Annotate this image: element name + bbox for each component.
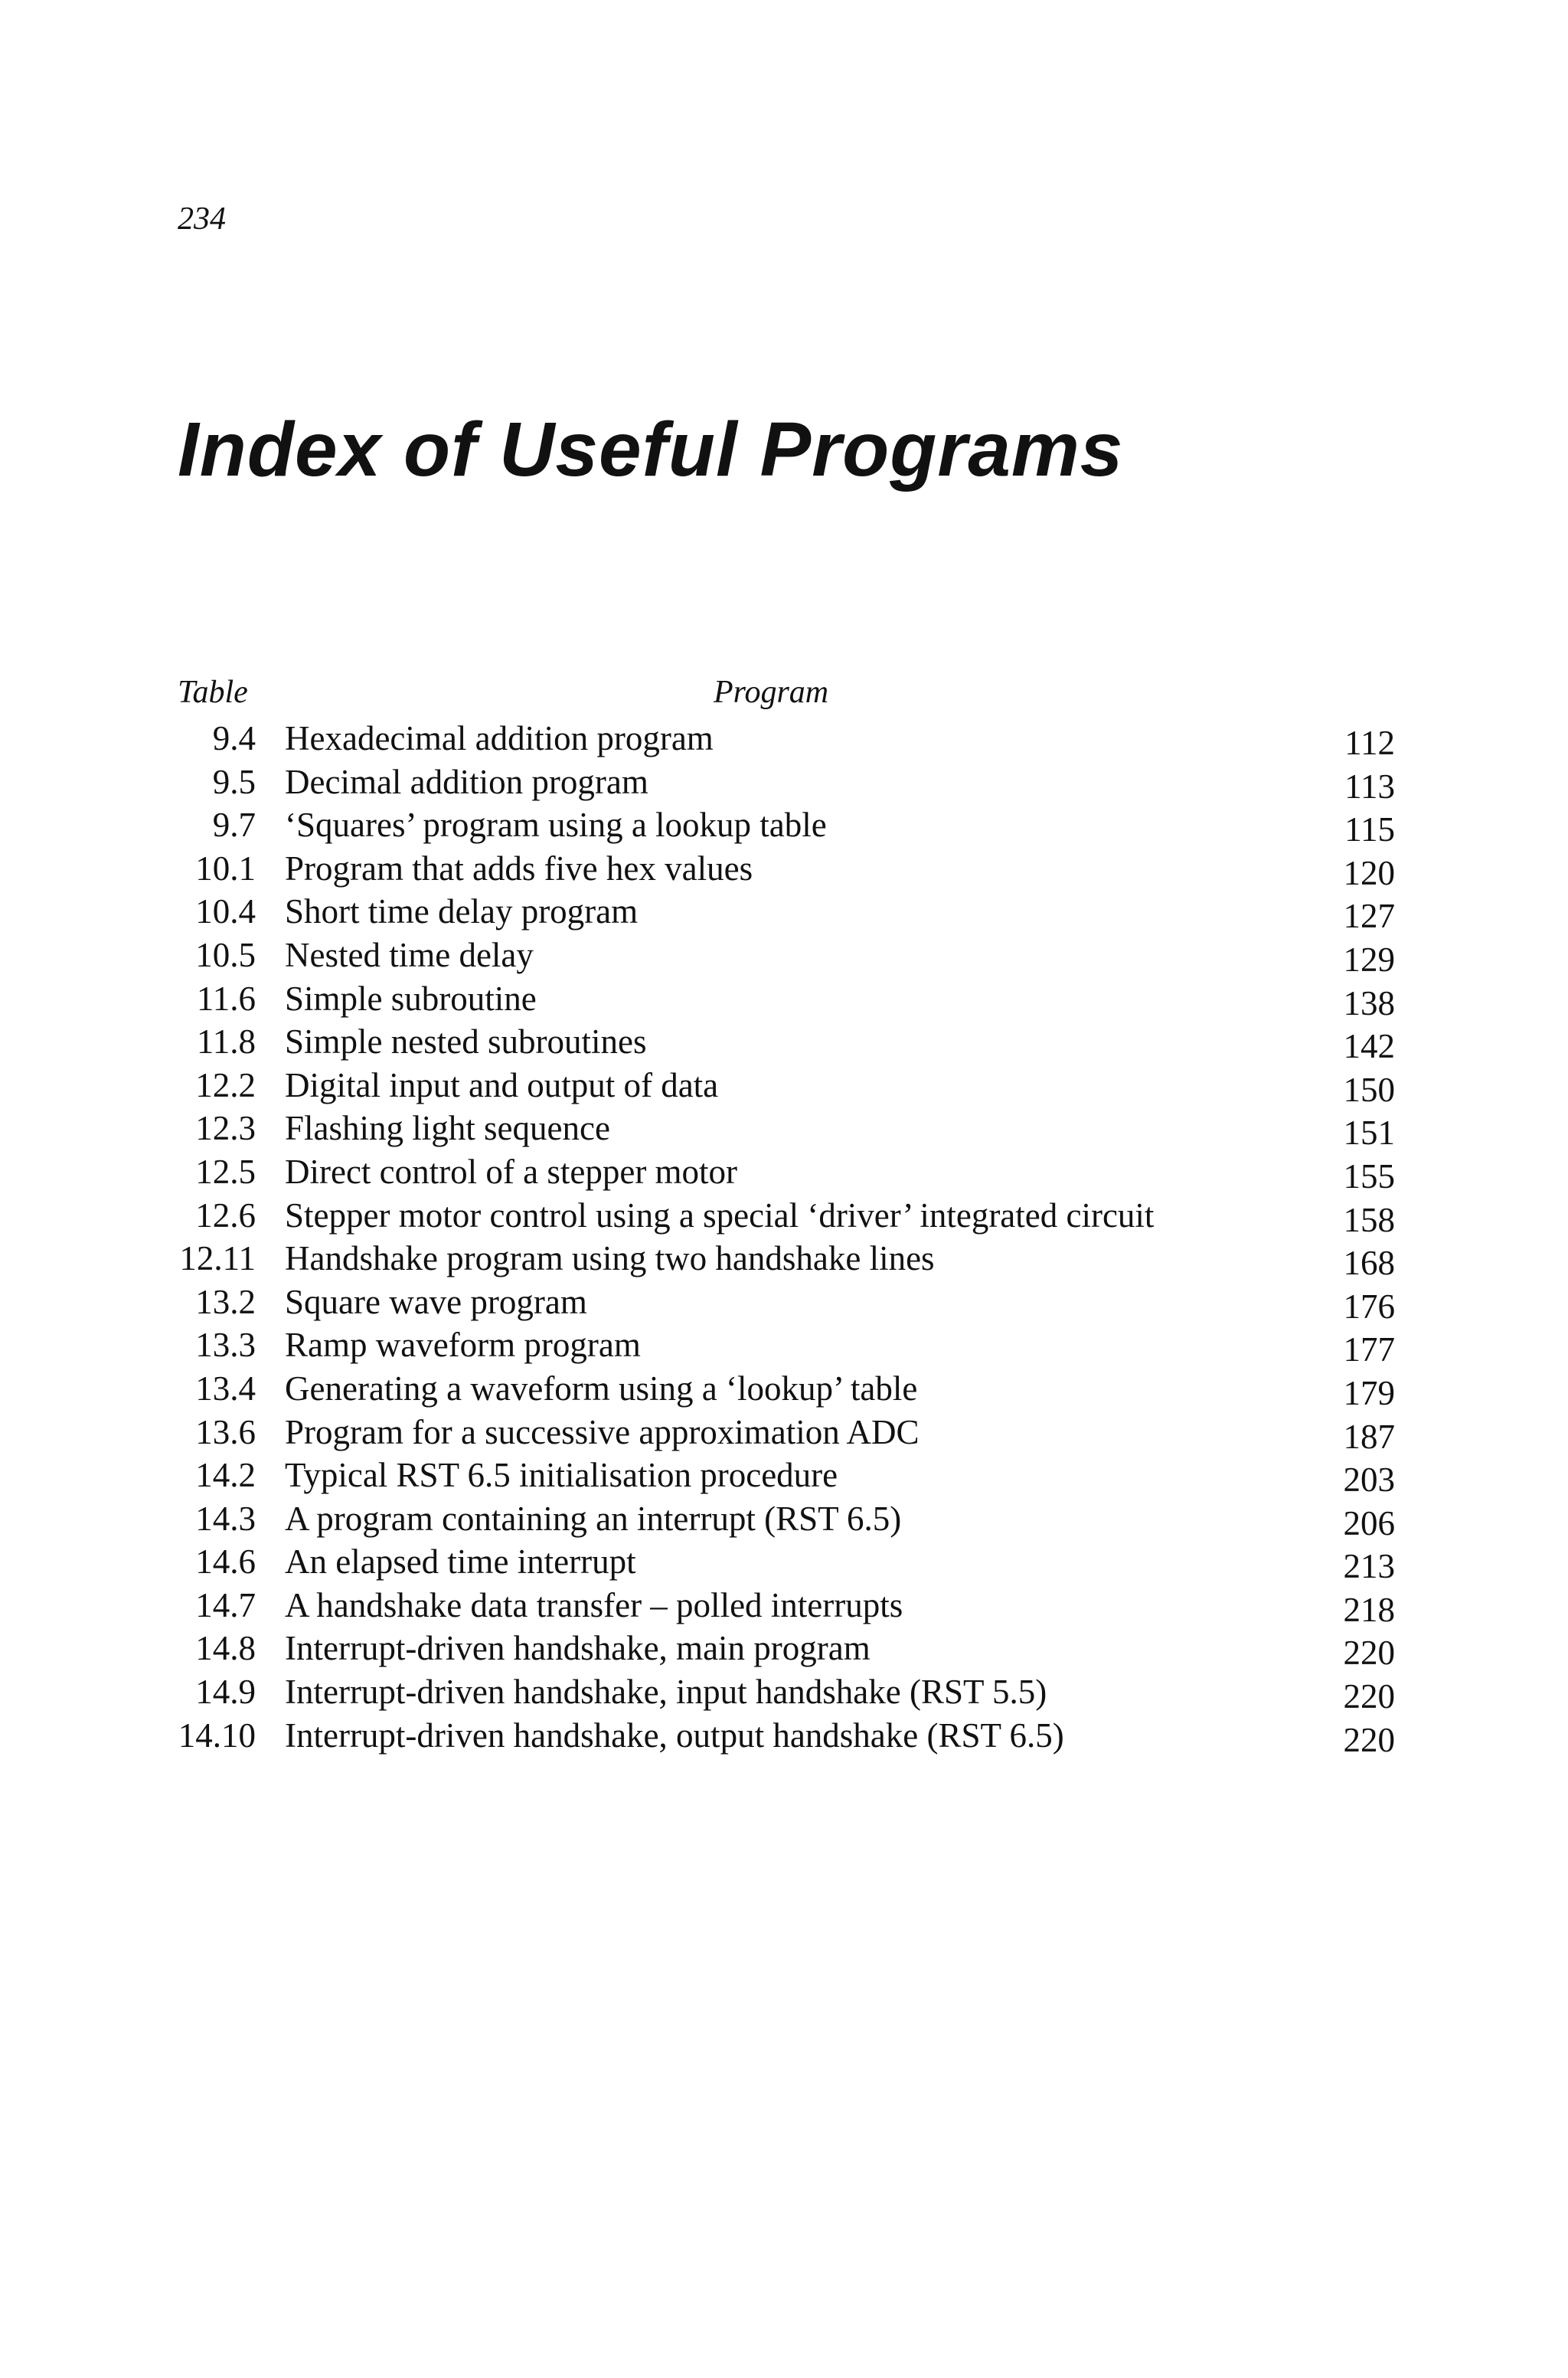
table-number: 10.4 bbox=[195, 892, 256, 931]
table-row bbox=[178, 847, 1395, 891]
table-row bbox=[178, 1020, 1395, 1064]
page-reference: 179 bbox=[1343, 1373, 1395, 1412]
program-title: Typical RST 6.5 initialisation procedure bbox=[285, 1456, 838, 1495]
program-title: ‘Squares’ program using a lookup table bbox=[285, 806, 827, 845]
program-title: Flashing light sequence bbox=[285, 1109, 610, 1148]
program-title: Hexadecimal addition program bbox=[285, 719, 714, 757]
program-title: Interrupt-driven handshake, output handshake (RST 6.5) bbox=[285, 1716, 1064, 1755]
page-reference: 220 bbox=[1343, 1677, 1395, 1716]
table-row bbox=[178, 803, 1395, 847]
table-row bbox=[178, 1411, 1395, 1454]
program-title: Program for a successive approximation ADC bbox=[285, 1412, 920, 1451]
page-reference: 113 bbox=[1344, 767, 1395, 806]
table-number: 11.6 bbox=[196, 979, 256, 1018]
table-row bbox=[178, 1497, 1395, 1541]
table-row bbox=[178, 1281, 1395, 1324]
page-reference: 151 bbox=[1343, 1114, 1395, 1153]
table-number: 14.10 bbox=[178, 1716, 256, 1755]
table-row bbox=[178, 717, 1395, 761]
table-row bbox=[178, 761, 1395, 804]
page-reference: 218 bbox=[1343, 1590, 1395, 1629]
page-reference: 112 bbox=[1344, 724, 1395, 762]
page-reference: 155 bbox=[1343, 1156, 1395, 1196]
table-number: 14.3 bbox=[195, 1499, 256, 1538]
table-number: 13.6 bbox=[195, 1412, 256, 1451]
program-title: Interrupt-driven handshake, main program bbox=[285, 1629, 871, 1668]
program-title: Digital input and output of data bbox=[285, 1065, 719, 1104]
program-title: Simple subroutine bbox=[285, 979, 537, 1018]
table-number: 14.6 bbox=[195, 1542, 256, 1582]
page-reference: 127 bbox=[1343, 897, 1395, 936]
page-reference: 203 bbox=[1343, 1460, 1395, 1500]
table-row bbox=[178, 1237, 1395, 1281]
table-number: 12.5 bbox=[195, 1152, 256, 1191]
table-row bbox=[178, 1627, 1395, 1673]
program-title: Short time delay program bbox=[285, 892, 639, 931]
program-title: A handshake data transfer – polled interrupts bbox=[285, 1585, 903, 1624]
page-reference: 138 bbox=[1343, 983, 1395, 1022]
page-reference: 142 bbox=[1343, 1027, 1395, 1066]
table-row bbox=[178, 1540, 1395, 1584]
page-reference: 176 bbox=[1343, 1287, 1395, 1326]
program-index-table bbox=[178, 674, 1395, 1757]
program-column-header: Program bbox=[714, 675, 829, 710]
program-title: Handshake program using two handshake lines bbox=[285, 1239, 935, 1278]
table-number: 10.1 bbox=[195, 849, 256, 888]
page-reference: 129 bbox=[1343, 940, 1395, 979]
table-number: 14.9 bbox=[195, 1673, 256, 1712]
page-reference: 177 bbox=[1343, 1330, 1395, 1369]
table-row bbox=[178, 1670, 1395, 1714]
program-title: Program that adds five hex values bbox=[285, 849, 753, 888]
table-number: 14.7 bbox=[195, 1585, 256, 1624]
table-row bbox=[178, 890, 1395, 934]
table-row bbox=[178, 1323, 1395, 1367]
page-title: Index of Useful Programs bbox=[178, 407, 1124, 492]
table-row bbox=[178, 1107, 1395, 1153]
table-number: 12.2 bbox=[195, 1065, 256, 1104]
page-reference: 220 bbox=[1343, 1634, 1395, 1673]
table-number: 14.2 bbox=[195, 1456, 256, 1495]
program-title: Square wave program bbox=[285, 1282, 587, 1321]
table-number: 9.7 bbox=[212, 806, 256, 845]
table-column-header: Table bbox=[178, 675, 248, 710]
program-title: Stepper motor control using a special ‘driver’ integrated circuit bbox=[285, 1196, 1155, 1235]
table-number: 13.2 bbox=[195, 1282, 256, 1321]
page-reference: 115 bbox=[1344, 810, 1395, 849]
page-reference: 213 bbox=[1343, 1547, 1395, 1586]
program-title: Generating a waveform using a ‘lookup’ table bbox=[285, 1369, 918, 1408]
table-row bbox=[178, 1194, 1395, 1238]
program-title: A program containing an interrupt (RST 6.5) bbox=[285, 1499, 902, 1538]
page-reference: 206 bbox=[1343, 1503, 1395, 1542]
table-number: 14.8 bbox=[195, 1629, 256, 1668]
page-reference: 168 bbox=[1343, 1244, 1395, 1283]
table-number: 12.3 bbox=[195, 1109, 256, 1148]
table-number: 9.4 bbox=[212, 719, 256, 757]
program-title: Ramp waveform program bbox=[285, 1326, 641, 1365]
page-reference: 187 bbox=[1343, 1417, 1395, 1456]
program-title: An elapsed time interrupt bbox=[285, 1542, 636, 1582]
table-number: 12.6 bbox=[195, 1196, 256, 1235]
table-row bbox=[178, 934, 1395, 977]
table-number: 12.11 bbox=[179, 1239, 256, 1278]
table-number: 10.5 bbox=[195, 935, 256, 974]
program-title: Decimal addition program bbox=[285, 762, 648, 801]
table-row bbox=[178, 1584, 1395, 1627]
table-row bbox=[178, 1150, 1395, 1194]
table-number: 13.4 bbox=[195, 1369, 256, 1408]
program-title: Nested time delay bbox=[285, 935, 534, 974]
table-row bbox=[178, 1454, 1395, 1500]
table-row bbox=[178, 1064, 1395, 1107]
table-row bbox=[178, 977, 1395, 1021]
table-row bbox=[178, 1714, 1395, 1758]
program-title: Simple nested subroutines bbox=[285, 1022, 647, 1061]
page-reference: 158 bbox=[1343, 1200, 1395, 1239]
program-title: Interrupt-driven handshake, input handshake (RST 5.5) bbox=[285, 1673, 1047, 1712]
table-number: 11.8 bbox=[196, 1022, 256, 1061]
table-number: 9.5 bbox=[212, 762, 256, 801]
page-reference: 120 bbox=[1343, 853, 1395, 892]
table-body bbox=[178, 717, 1395, 1757]
table-number: 13.3 bbox=[195, 1326, 256, 1365]
page-reference: 220 bbox=[1343, 1720, 1395, 1759]
program-title: Direct control of a stepper motor bbox=[285, 1152, 738, 1191]
table-row bbox=[178, 1367, 1395, 1411]
table-header-row bbox=[178, 674, 1395, 717]
page-reference: 150 bbox=[1343, 1070, 1395, 1109]
page-number: 234 bbox=[178, 201, 226, 237]
